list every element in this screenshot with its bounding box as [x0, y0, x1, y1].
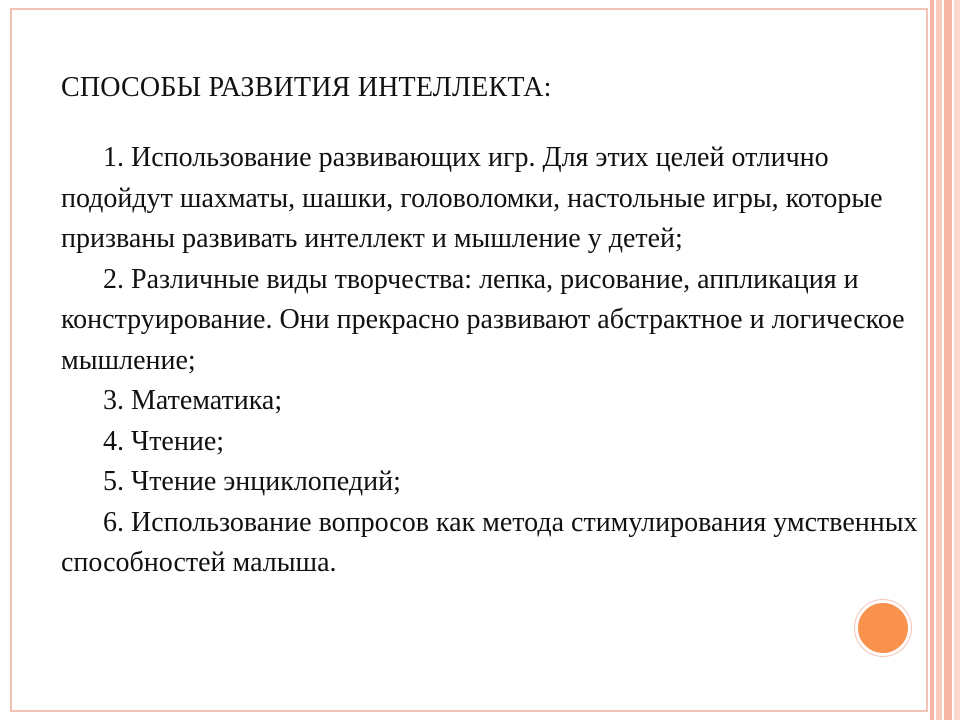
list-item: 6. Использование вопросов как метода стимулирования умственных способностей малыша.: [61, 506, 918, 578]
decorative-stripe: [944, 0, 952, 720]
list-item: 1. Использование развивающих игр. Для этих целей отлично подойдут шахматы, шашки, головоломки, настольные игры, которые призваны развивать интеллект и мышление у детей;: [61, 142, 883, 254]
decorative-circle: [855, 600, 911, 656]
slide-title: СПОСОБЫ РАЗВИТИЯ ИНТЕЛЛЕКТА:: [61, 72, 552, 103]
slide-content: [61, 70, 941, 584]
decorative-stripe: [954, 0, 960, 720]
list-item: 2. Различные виды творчества: лепка, рисование, аппликация и конструирование. Они прекрасно развивают абстрактное и логическое мышление;: [61, 263, 905, 376]
list-item: 3. Математика;: [103, 385, 283, 416]
list-item: 5. Чтение энциклопедий;: [103, 466, 401, 497]
list-item: 4. Чтение;: [103, 425, 225, 457]
